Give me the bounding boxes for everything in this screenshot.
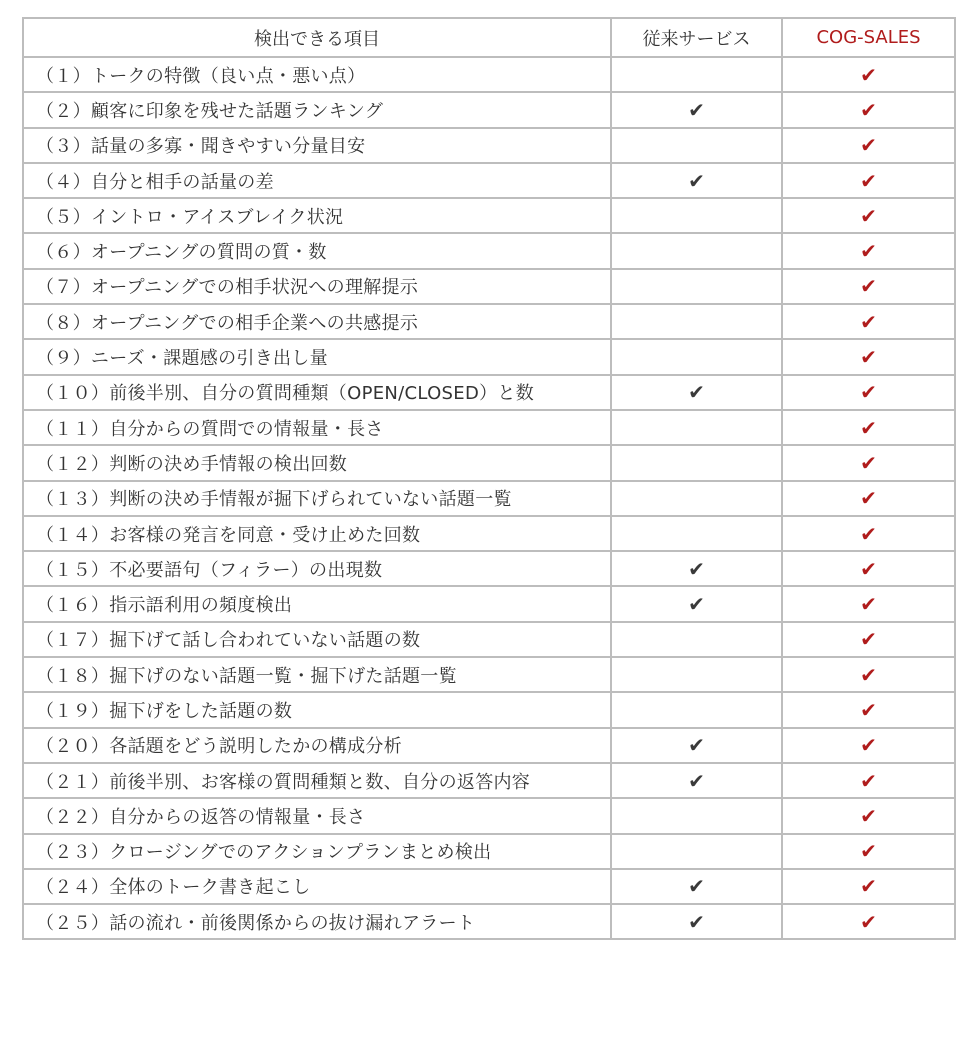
table-row: [23, 375, 955, 410]
cog-sales-cell: [782, 445, 955, 480]
conventional-cell: [611, 269, 782, 304]
conventional-cell: [611, 481, 782, 516]
cog-sales-cell: [782, 92, 955, 127]
checkmark-icon: ✔: [688, 874, 705, 899]
table-row: [23, 798, 955, 833]
header-conventional-service: 従来サービス: [611, 18, 782, 57]
conventional-cell: [611, 410, 782, 445]
conventional-cell: [611, 516, 782, 551]
checkmark-icon: ✔: [688, 380, 705, 405]
feature-comparison-table: [22, 17, 956, 940]
row-item-label: （４）自分と相手の話量の差: [23, 163, 611, 198]
table-row: [23, 586, 955, 621]
conventional-cell: [611, 92, 782, 127]
row-item-label: （２３）クロージングでのアクションプランまとめ検出: [23, 834, 611, 869]
cog-sales-cell: [782, 481, 955, 516]
checkmark-icon: ✔: [860, 803, 877, 828]
row-item-label: （２０）各話題をどう説明したかの構成分析: [23, 728, 611, 763]
conventional-cell: [611, 798, 782, 833]
checkmark-icon: ✔: [860, 380, 877, 405]
conventional-cell: [611, 904, 782, 939]
conventional-cell: [611, 763, 782, 798]
comparison-table-container: [22, 17, 954, 940]
cog-sales-cell: [782, 304, 955, 339]
table-row: [23, 481, 955, 516]
row-item-label: （１９）掘下げをした話題の数: [23, 692, 611, 727]
row-item-label: （２４）全体のトーク書き起こし: [23, 869, 611, 904]
cog-sales-cell: [782, 728, 955, 763]
cog-sales-cell: [782, 269, 955, 304]
checkmark-icon: ✔: [688, 168, 705, 193]
row-item-label: （１５）不必要語句（フィラー）の出現数: [23, 551, 611, 586]
checkmark-icon: ✔: [860, 415, 877, 440]
table-row: [23, 233, 955, 268]
row-item-label: （３）話量の多寡・聞きやすい分量目安: [23, 128, 611, 163]
row-item-label: （１６）指示語利用の頻度検出: [23, 586, 611, 621]
checkmark-icon: ✔: [860, 521, 877, 546]
table-row: [23, 128, 955, 163]
cog-sales-cell: [782, 128, 955, 163]
table-row: [23, 763, 955, 798]
row-item-label: （１２）判断の決め手情報の検出回数: [23, 445, 611, 480]
table-row: [23, 339, 955, 374]
cog-sales-cell: [782, 375, 955, 410]
checkmark-icon: ✔: [860, 203, 877, 228]
checkmark-icon: ✔: [860, 62, 877, 87]
conventional-cell: [611, 128, 782, 163]
checkmark-icon: ✔: [860, 733, 877, 758]
header-cog-sales: COG-SALES: [782, 18, 955, 57]
table-row: [23, 657, 955, 692]
row-item-label: （５）イントロ・アイスブレイク状況: [23, 198, 611, 233]
checkmark-icon: ✔: [860, 97, 877, 122]
table-row: [23, 304, 955, 339]
table-row: [23, 834, 955, 869]
checkmark-icon: ✔: [860, 839, 877, 864]
table-row: [23, 904, 955, 939]
row-item-label: （８）オープニングでの相手企業への共感提示: [23, 304, 611, 339]
conventional-cell: [611, 551, 782, 586]
checkmark-icon: ✔: [688, 556, 705, 581]
cog-sales-cell: [782, 692, 955, 727]
row-item-label: （６）オープニングの質問の質・数: [23, 233, 611, 268]
table-row: [23, 198, 955, 233]
checkmark-icon: ✔: [688, 592, 705, 617]
table-row: [23, 92, 955, 127]
cog-sales-cell: [782, 410, 955, 445]
cog-sales-cell: [782, 551, 955, 586]
conventional-cell: [611, 198, 782, 233]
row-item-label: （１１）自分からの質問での情報量・長さ: [23, 410, 611, 445]
cog-sales-cell: [782, 516, 955, 551]
checkmark-icon: ✔: [860, 768, 877, 793]
table-row: [23, 869, 955, 904]
conventional-cell: [611, 375, 782, 410]
conventional-cell: [611, 304, 782, 339]
table-body: [23, 57, 955, 939]
checkmark-icon: ✔: [688, 768, 705, 793]
conventional-cell: [611, 869, 782, 904]
cog-sales-cell: [782, 57, 955, 92]
table-row: [23, 57, 955, 92]
table-row: [23, 269, 955, 304]
row-item-label: （２）顧客に印象を残せた話題ランキング: [23, 92, 611, 127]
checkmark-icon: ✔: [860, 133, 877, 158]
cog-sales-cell: [782, 657, 955, 692]
cog-sales-cell: [782, 339, 955, 374]
conventional-cell: [611, 692, 782, 727]
cog-sales-cell: [782, 904, 955, 939]
row-item-label: （２５）話の流れ・前後関係からの抜け漏れアラート: [23, 904, 611, 939]
row-item-label: （１）トークの特徴（良い点・悪い点）: [23, 57, 611, 92]
cog-sales-cell: [782, 869, 955, 904]
checkmark-icon: ✔: [688, 733, 705, 758]
checkmark-icon: ✔: [860, 345, 877, 370]
table-row: [23, 445, 955, 480]
checkmark-icon: ✔: [860, 168, 877, 193]
checkmark-icon: ✔: [860, 486, 877, 511]
conventional-cell: [611, 657, 782, 692]
conventional-cell: [611, 622, 782, 657]
checkmark-icon: ✔: [860, 239, 877, 264]
header-row: [23, 18, 955, 57]
conventional-cell: [611, 57, 782, 92]
table-row: [23, 622, 955, 657]
table-row: [23, 410, 955, 445]
row-item-label: （１０）前後半別、自分の質問種類（OPEN/CLOSED）と数: [23, 375, 611, 410]
checkmark-icon: ✔: [860, 450, 877, 475]
conventional-cell: [611, 233, 782, 268]
conventional-cell: [611, 339, 782, 374]
checkmark-icon: ✔: [860, 909, 877, 934]
checkmark-icon: ✔: [860, 697, 877, 722]
row-item-label: （１８）掘下げのない話題一覧・掘下げた話題一覧: [23, 657, 611, 692]
conventional-cell: [611, 834, 782, 869]
table-row: [23, 551, 955, 586]
cog-sales-cell: [782, 586, 955, 621]
row-item-label: （９）ニーズ・課題感の引き出し量: [23, 339, 611, 374]
cog-sales-cell: [782, 233, 955, 268]
checkmark-icon: ✔: [688, 909, 705, 934]
checkmark-icon: ✔: [860, 662, 877, 687]
checkmark-icon: ✔: [860, 274, 877, 299]
table-row: [23, 163, 955, 198]
table-row: [23, 516, 955, 551]
table-row: [23, 692, 955, 727]
cog-sales-cell: [782, 198, 955, 233]
conventional-cell: [611, 728, 782, 763]
conventional-cell: [611, 586, 782, 621]
row-item-label: （１４）お客様の発言を同意・受け止めた回数: [23, 516, 611, 551]
cog-sales-cell: [782, 622, 955, 657]
row-item-label: （２２）自分からの返答の情報量・長さ: [23, 798, 611, 833]
cog-sales-cell: [782, 163, 955, 198]
row-item-label: （１３）判断の決め手情報が掘下げられていない話題一覧: [23, 481, 611, 516]
checkmark-icon: ✔: [860, 592, 877, 617]
checkmark-icon: ✔: [860, 627, 877, 652]
cog-sales-cell: [782, 798, 955, 833]
checkmark-icon: ✔: [688, 97, 705, 122]
checkmark-icon: ✔: [860, 556, 877, 581]
cog-sales-cell: [782, 834, 955, 869]
cog-sales-cell: [782, 763, 955, 798]
conventional-cell: [611, 163, 782, 198]
header-item: 検出できる項目: [23, 18, 611, 57]
conventional-cell: [611, 445, 782, 480]
row-item-label: （１７）掘下げて話し合われていない話題の数: [23, 622, 611, 657]
checkmark-icon: ✔: [860, 874, 877, 899]
row-item-label: （７）オープニングでの相手状況への理解提示: [23, 269, 611, 304]
row-item-label: （２１）前後半別、お客様の質問種類と数、自分の返答内容: [23, 763, 611, 798]
table-row: [23, 728, 955, 763]
checkmark-icon: ✔: [860, 309, 877, 334]
